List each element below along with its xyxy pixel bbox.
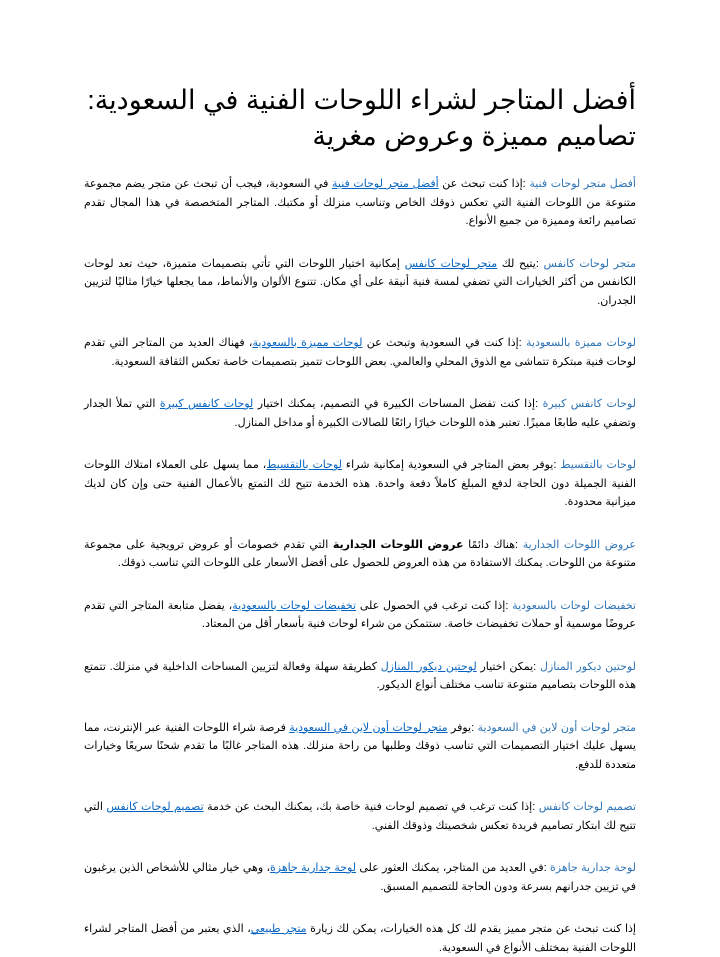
canvas-design-link[interactable]: تصميم لوحات كانفس: [106, 801, 204, 813]
home-decor-link[interactable]: لوحتين ديكور المنازل: [380, 660, 477, 673]
paragraph-text: :يوفر: [447, 721, 478, 734]
canvas-store-link[interactable]: متجر لوحات كانفس: [404, 257, 498, 270]
paragraph-heading: لوحات كانفس كبيرة: [542, 398, 636, 410]
discounts-link[interactable]: تخفيضات لوحات بالسعودية: [232, 599, 357, 612]
paragraph-heading: لوحة جدارية جاهزة: [549, 862, 637, 874]
paragraph-heading: عروض اللوحات الجدارية: [522, 538, 636, 551]
paragraph-text: فرصة شراء اللوحات الفنية عبر الإنترنت، مما يسهل عليك اختيار التصميمات التي تناسب ذوقك وطلبها من راحة منزلك. هذه المتاجر غالبًا ما تقدم شحنًا سريعًا وخيارات متعددة للدفع.: [84, 721, 636, 771]
paragraph-text: في السعودية، فيجب أن تبحث عن متجر يضم مجموعة متنوعة من اللوحات الفنية التي تعكس ذوقك الخاص وتناسب منزلك أو مكتبك. المتاجر المتخصصة في هذا المجال تقدم تصاميم رائعة ومميزة من جميع الأنواع.: [84, 178, 636, 227]
best-art-store-link[interactable]: أفضل متجر لوحات فنية: [332, 178, 439, 190]
paragraph-text: التي تقدم خصومات أو عروض ترويجية على مجموعة متنوعة من اللوحات. يمكنك الاستفادة من هذه العروض للحصول على أفضل الأسعار على اللوحات التي تناسب ذوقك.: [84, 538, 636, 569]
paragraph-text: إذا كنت تبحث عن متجر مميز يقدم لك كل هذه الخيارات، يمكن لك زيارة: [306, 923, 636, 935]
paragraph-heading: لوحات مميزة بالسعودية: [526, 337, 637, 349]
paragraph-canvas-design: [84, 798, 636, 835]
paragraph-home-decor: [84, 658, 636, 695]
paragraph-text: :إذا كنت في السعودية وتبحث عن: [362, 337, 527, 349]
paragraph-ready-wall-painting: [84, 859, 636, 896]
paragraph-canvas-store: [84, 255, 636, 311]
paragraph-text: :يمكن اختيار: [476, 660, 540, 673]
paragraph-installments: [84, 456, 636, 512]
large-canvas-link[interactable]: لوحات كانفس كبيرة: [159, 398, 254, 410]
paragraph-text: :يوفر بعض المتاجر في السعودية إمكانية شراء: [341, 459, 561, 471]
online-store-link[interactable]: متجر لوحات أون لاين في السعودية: [289, 721, 448, 734]
distinctive-paintings-link[interactable]: لوحات مميزة بالسعودية: [252, 337, 363, 349]
paragraph-conclusion: [84, 920, 636, 957]
paragraph-text: كطريقة سهلة وفعالة لتزيين المساحات الداخلية في منزلك. تتمتع هذه اللوحات بتصاميم متنوعة تناسب مختلف أنواع الديكور.: [84, 660, 636, 691]
paragraph-heading: أفضل متجر لوحات فنية: [529, 178, 636, 190]
paragraph-text: :في العديد من المتاجر، يمكنك العثور على: [356, 862, 550, 874]
paragraph-heading: لوحات بالتقسيط: [560, 459, 636, 471]
paragraph-text: :يتيح لك: [497, 257, 544, 270]
ready-wall-painting-link[interactable]: لوحة جدارية جاهزة: [270, 862, 357, 874]
paragraph-distinctive-paintings: [84, 334, 636, 371]
page-title: [84, 82, 636, 154]
paragraph-heading: تخفيضات لوحات بالسعودية: [512, 599, 636, 612]
paragraph-text: ، الذي يعتبر من أفضل المتاجر لشراء اللوحات الفنية بمختلف الأنواع في السعودية.: [84, 923, 636, 954]
paragraph-text: ، وهي خيار مثالي للأشخاص الذين يرغبون في تزيين جدرانهم بسرعة ودون الحاجة للتصميم المسبق.: [84, 862, 636, 893]
paragraph-heading: متجر لوحات كانفس: [543, 257, 636, 270]
paragraph-text: ، مما يسهل على العملاء امتلاك اللوحات الفنية الجميلة دون الحاجة لدفع المبلغ كاملاً دفعة واحدة. هذه الخدمة تتيح لك التمتع بالأعمال الفنية حتى وإن كان لديك ميزانية محدودة.: [84, 459, 636, 508]
paragraph-text: :إذا كنت ترغب في الحصول على: [356, 599, 513, 612]
paragraph-large-canvas: [84, 395, 636, 432]
page-title-line-2: تصاميم مميزة وعروض مغرية: [312, 121, 636, 151]
installments-link[interactable]: لوحات بالتقسيط: [266, 459, 342, 471]
paragraph-heading: تصميم لوحات كانفس: [538, 801, 636, 813]
wall-offers-bold: عروض اللوحات الجدارية: [332, 538, 464, 551]
natural-store-link[interactable]: متجر طبيعي: [250, 923, 307, 935]
paragraph-text: :هناك دائمًا: [463, 538, 523, 551]
paragraph-text: إمكانية اختيار اللوحات التي تأتي بتصميمات متميزة، حيث تعد لوحات الكانفس من أكثر الخيارات التي تضفي لمسة فنية أنيقة على أي مكان. تتنوع الألوان والأنماط، مما يجعلها خيارًا مثاليًا لتزيين الجدران.: [84, 257, 636, 307]
paragraph-best-art-store: [84, 175, 636, 231]
paragraph-text: ، يفضل متابعة المتاجر التي تقدم عروضًا موسمية أو حملات تخفيضات خاصة. ستتمكن من شراء لوحات فنية بأسعار أقل من المعتاد.: [84, 599, 636, 630]
paragraph-text: :إذا كنت تبحث عن: [438, 178, 530, 190]
paragraph-discounts: [84, 597, 636, 634]
paragraph-text: التي تملأ الجدار وتضفي عليه طابعًا مميزًا. تعتبر هذه اللوحات خيارًا رائعًا للصالات الكبيرة أو مداخل المنازل.: [84, 398, 636, 429]
paragraph-text: ، فهناك العديد من المتاجر التي تقدم لوحات فنية مبتكرة تتماشى مع الذوق المحلي والعالمي. بعض اللوحات تتميز بتصميمات خاصة تعكس الثقافة السعودية.: [84, 337, 636, 368]
paragraph-heading: لوحتين ديكور المنازل: [539, 660, 636, 673]
paragraph-text: التي تتيح لك ابتكار تصاميم فريدة تعكس شخصيتك وذوقك الفني.: [84, 801, 636, 832]
paragraph-heading: متجر لوحات أون لاين في السعودية: [477, 721, 636, 734]
paragraph-online-store: [84, 719, 636, 775]
paragraph-text: :إذا كنت ترغب في تصميم لوحات فنية خاصة بك، يمكنك البحث عن خدمة: [203, 801, 539, 813]
paragraph-text: :إذا كنت تفضل المساحات الكبيرة في التصميم، يمكنك اختيار: [253, 398, 543, 410]
page-title-line-1: أفضل المتاجر لشراء اللوحات الفنية في السعودية:: [87, 85, 636, 115]
paragraph-wall-offers: [84, 536, 636, 573]
